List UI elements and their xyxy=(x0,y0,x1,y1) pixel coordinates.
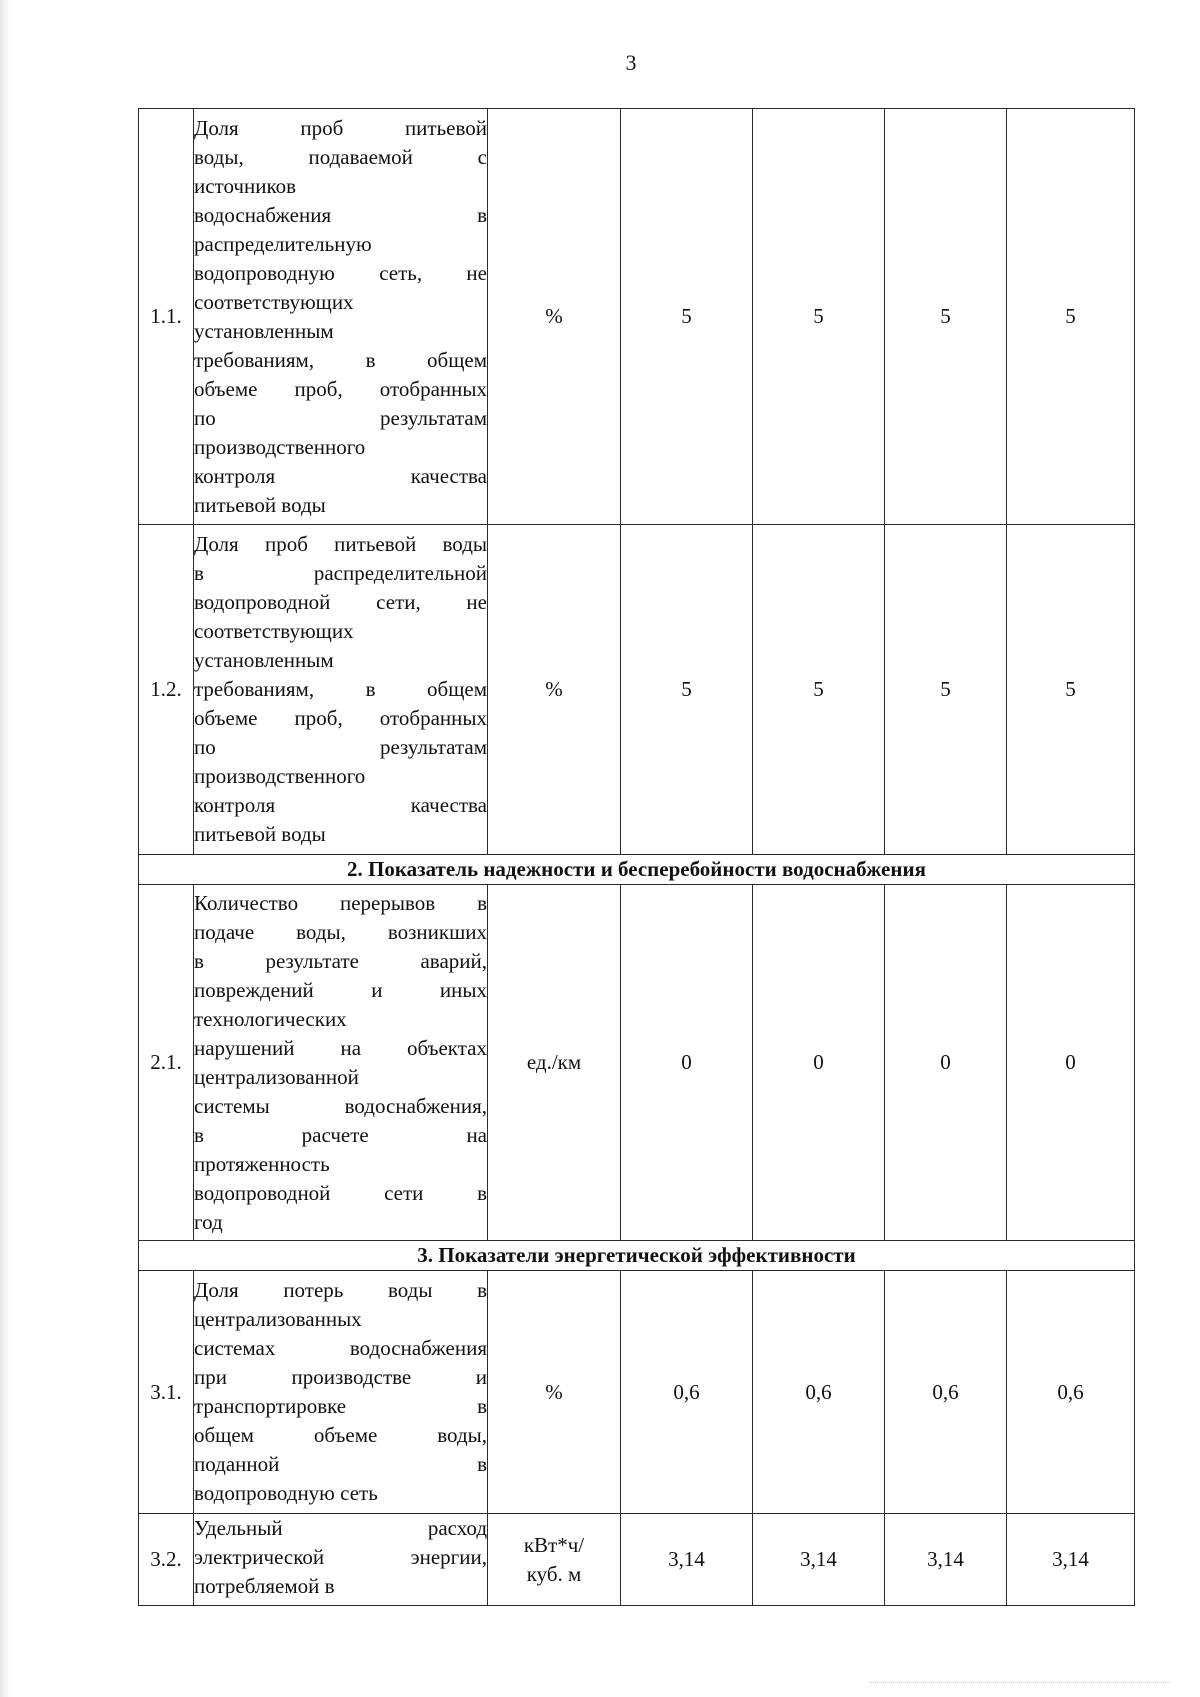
table-row xyxy=(139,109,1135,525)
description-line: по результатам xyxy=(194,405,487,430)
description-line: поданной в xyxy=(194,1452,487,1476)
unit-cell: % xyxy=(488,525,621,855)
indicator-description xyxy=(194,885,488,1241)
indicator-description xyxy=(194,109,488,525)
description-line: водоснабжения в xyxy=(194,202,487,227)
section-header-row xyxy=(139,855,1135,885)
description-line: централизованных xyxy=(194,1307,362,1331)
unit-cell: % xyxy=(488,109,621,525)
table-row xyxy=(139,1271,1135,1514)
value-cell: 5 xyxy=(1007,109,1135,525)
unit-cell: ед./км xyxy=(488,885,621,1241)
row-number: 3.2. xyxy=(139,1514,194,1606)
indicator-description xyxy=(194,1514,488,1606)
value-cell: 0,6 xyxy=(621,1271,753,1514)
unit-line: куб. м xyxy=(526,1561,582,1586)
description-line: технологических xyxy=(194,1006,347,1031)
description-line: протяженность xyxy=(194,1151,330,1176)
description-line: контроля качества xyxy=(194,463,487,488)
description-line: при производстве и xyxy=(194,1365,487,1389)
description-line: Количество перерывов в xyxy=(194,890,487,915)
value-cell: 3,14 xyxy=(885,1514,1007,1606)
section-title-reliability: 2. Показатель надежности и бесперебойности водоснабжения xyxy=(139,855,1135,885)
value-cell: 5 xyxy=(885,109,1007,525)
value-cell: 3,14 xyxy=(1007,1514,1135,1606)
description-line: в расчете на xyxy=(194,1122,487,1147)
description-line: производственного xyxy=(194,764,366,788)
description-line: питьевой воды xyxy=(194,492,326,517)
description-line: системы водоснабжения, xyxy=(194,1093,487,1118)
description-line: воды, подаваемой с xyxy=(194,144,487,169)
description-line: производственного xyxy=(194,434,366,459)
description-line: установленным xyxy=(194,318,334,343)
value-cell: 0,6 xyxy=(885,1271,1007,1514)
description-line: повреждений и иных xyxy=(194,977,487,1002)
unit-cell: % xyxy=(488,1271,621,1514)
value-cell: 0 xyxy=(885,885,1007,1241)
description-line: установленным xyxy=(194,648,334,672)
description-line: водопроводную сеть, не xyxy=(194,260,487,285)
description-line: водопроводной сети в xyxy=(194,1180,487,1205)
description-line: требованиям, в общем xyxy=(194,677,487,701)
value-cell: 0,6 xyxy=(1007,1271,1135,1514)
description-line: подаче воды, возникших xyxy=(194,919,487,944)
indicator-description xyxy=(194,525,488,855)
description-line: требованиям, в общем xyxy=(194,347,487,372)
scan-artifact-strip xyxy=(870,1682,1170,1689)
value-cell: 5 xyxy=(753,525,885,855)
table-row xyxy=(139,525,1135,855)
page-number: 3 xyxy=(625,50,637,75)
description-line: источников xyxy=(194,173,297,198)
description-line: питьевой воды xyxy=(194,822,326,846)
description-line: Удельный расход xyxy=(194,1516,487,1540)
table-row xyxy=(139,885,1135,1241)
value-cell: 5 xyxy=(621,525,753,855)
description-line: Доля проб питьевой воды xyxy=(194,532,487,556)
description-line: системах водоснабжения xyxy=(194,1336,487,1360)
description-line: соответствующих xyxy=(194,619,354,643)
row-number: 1.2. xyxy=(139,525,194,855)
description-line: по результатам xyxy=(194,735,487,759)
table-row xyxy=(139,1514,1135,1606)
description-line: объеме проб, отобранных xyxy=(194,376,487,401)
section-title-energy: 3. Показатели энергетической эффективности xyxy=(139,1241,1135,1271)
unit-line: кВт*ч/ xyxy=(523,1532,585,1557)
description-line: водопроводную сеть xyxy=(194,1481,378,1505)
description-line: электрической энергии, xyxy=(194,1545,487,1569)
value-cell: 0,6 xyxy=(753,1271,885,1514)
value-cell: 5 xyxy=(621,109,753,525)
value-cell: 5 xyxy=(753,109,885,525)
description-line: год xyxy=(194,1209,223,1234)
value-cell: 3,14 xyxy=(753,1514,885,1606)
description-line: в распределительной xyxy=(194,561,487,585)
description-line: контроля качества xyxy=(194,793,487,817)
row-number: 1.1. xyxy=(139,109,194,525)
scan-edge-shadow xyxy=(0,0,14,1697)
indicators-table xyxy=(138,108,1135,1606)
indicator-description xyxy=(194,1271,488,1514)
description-line: общем объеме воды, xyxy=(194,1423,487,1447)
description-line: централизованной xyxy=(194,1064,359,1089)
value-cell: 0 xyxy=(753,885,885,1241)
row-number: 3.1. xyxy=(139,1271,194,1514)
description-line: транспортировке в xyxy=(194,1394,487,1418)
value-cell: 5 xyxy=(1007,525,1135,855)
value-cell: 0 xyxy=(621,885,753,1241)
value-cell: 0 xyxy=(1007,885,1135,1241)
description-line: в результате аварий, xyxy=(194,948,487,973)
description-line: соответствующих xyxy=(194,289,354,314)
description-line: водопроводной сети, не xyxy=(194,590,487,614)
description-line: объеме проб, отобранных xyxy=(194,706,487,730)
row-number: 2.1. xyxy=(139,885,194,1241)
description-line: Доля проб питьевой xyxy=(194,115,487,140)
description-line: потребляемой в xyxy=(194,1574,335,1598)
value-cell: 5 xyxy=(885,525,1007,855)
value-cell: 3,14 xyxy=(621,1514,753,1606)
description-line: распределительную xyxy=(194,231,372,256)
description-line: нарушений на объектах xyxy=(194,1035,487,1060)
description-line: Доля потерь воды в xyxy=(194,1278,487,1302)
unit-cell xyxy=(488,1514,621,1606)
section-header-row xyxy=(139,1241,1135,1271)
